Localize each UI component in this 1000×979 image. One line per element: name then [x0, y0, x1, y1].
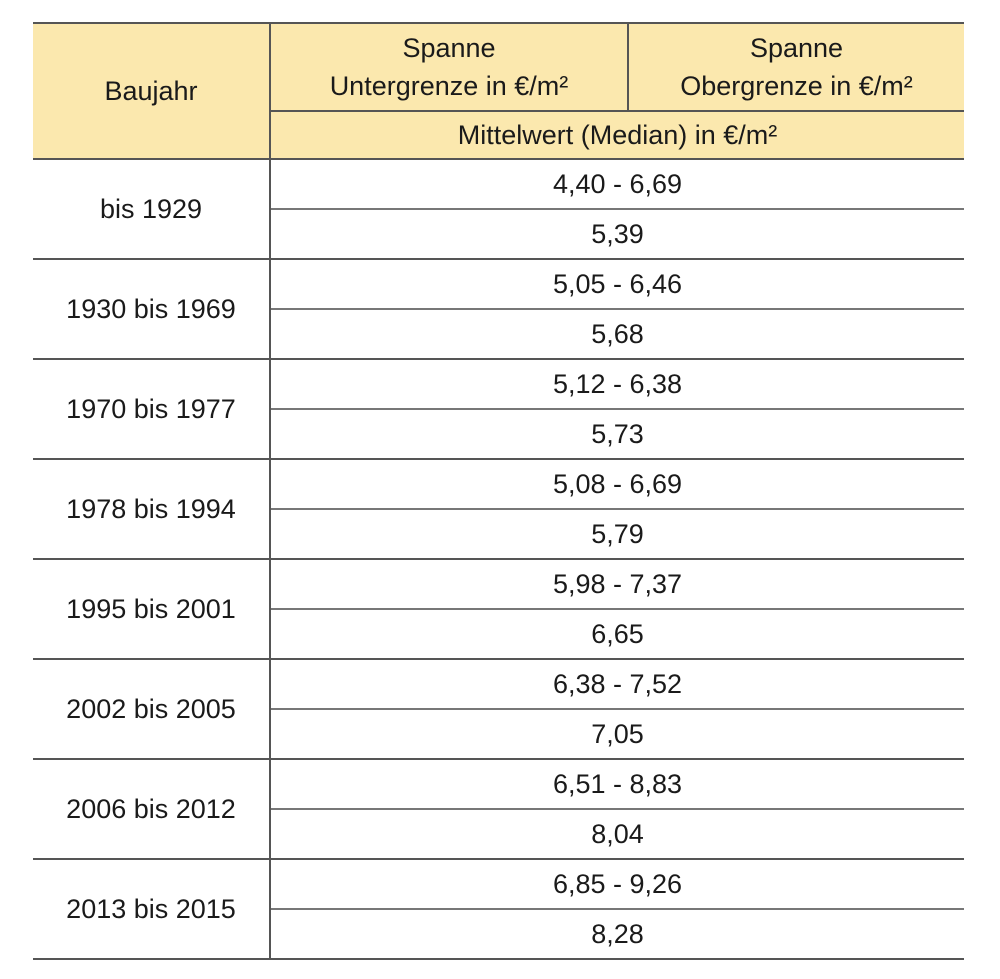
rent-table-container	[33, 22, 964, 960]
table-row	[33, 359, 964, 409]
median-cell: 5,73	[270, 409, 964, 459]
baujahr-cell: 1930 bis 1969	[33, 259, 270, 359]
table-header	[33, 23, 964, 159]
header-upper-line1: Spanne	[749, 33, 844, 63]
baujahr-cell: 2002 bis 2005	[33, 659, 270, 759]
range-cell: 5,98 - 7,37	[270, 559, 964, 609]
table-row	[33, 459, 964, 509]
baujahr-cell: 1978 bis 1994	[33, 459, 270, 559]
header-lower-line2: Untergrenze in €/m²	[329, 71, 569, 101]
table-row	[33, 259, 964, 309]
baujahr-cell: 2013 bis 2015	[33, 859, 270, 959]
median-cell: 5,39	[270, 209, 964, 259]
range-cell: 5,08 - 6,69	[270, 459, 964, 509]
table-row	[33, 759, 964, 809]
range-cell: 4,40 - 6,69	[270, 159, 964, 209]
header-row-1	[33, 23, 964, 111]
range-cell: 5,12 - 6,38	[270, 359, 964, 409]
table-body	[33, 159, 964, 959]
header-lower-line1: Spanne	[402, 33, 496, 63]
baujahr-cell: 1995 bis 2001	[33, 559, 270, 659]
median-cell: 5,79	[270, 509, 964, 559]
header-baujahr: Baujahr	[33, 23, 270, 159]
range-cell: 6,51 - 8,83	[270, 759, 964, 809]
header-lower-bound	[270, 23, 628, 111]
median-cell: 8,28	[270, 909, 964, 959]
table-row	[33, 159, 964, 209]
median-cell: 8,04	[270, 809, 964, 859]
rent-table	[33, 22, 964, 960]
range-cell: 6,85 - 9,26	[270, 859, 964, 909]
range-cell: 5,05 - 6,46	[270, 259, 964, 309]
baujahr-cell: 1970 bis 1977	[33, 359, 270, 459]
range-cell: 6,38 - 7,52	[270, 659, 964, 709]
median-cell: 6,65	[270, 609, 964, 659]
header-upper-line2: Obergrenze in €/m²	[680, 71, 913, 101]
header-median: Mittelwert (Median) in €/m²	[270, 111, 964, 159]
baujahr-cell: bis 1929	[33, 159, 270, 259]
table-row	[33, 859, 964, 909]
table-row	[33, 559, 964, 609]
baujahr-cell: 2006 bis 2012	[33, 759, 270, 859]
median-cell: 7,05	[270, 709, 964, 759]
table-row	[33, 659, 964, 709]
median-cell: 5,68	[270, 309, 964, 359]
header-upper-bound	[628, 23, 964, 111]
